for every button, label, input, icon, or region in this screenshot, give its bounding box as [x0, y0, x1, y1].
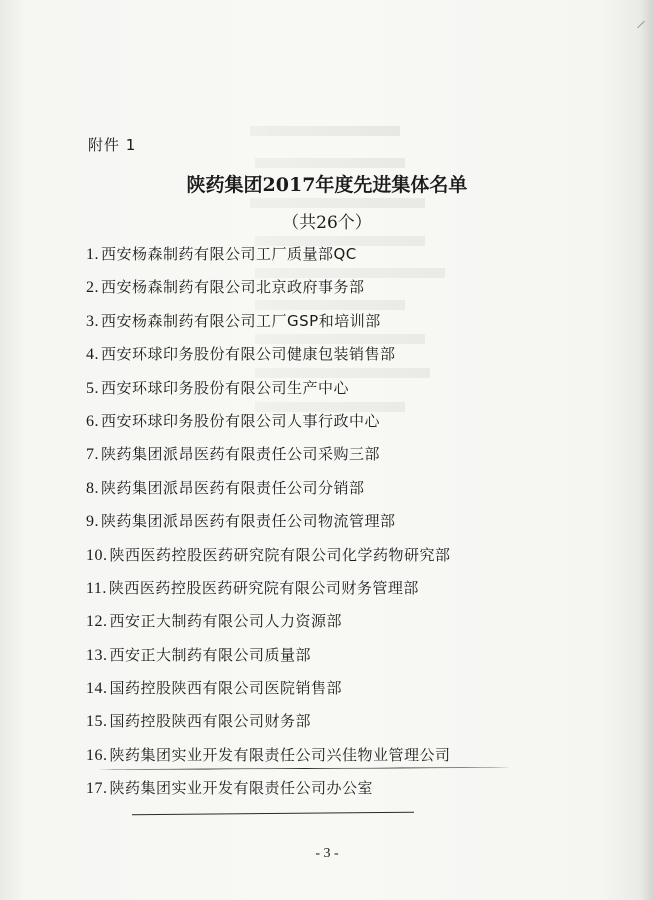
item-number: 8.: [86, 479, 99, 497]
list-item: [86, 405, 451, 438]
item-text: 陕药集团派昂医药有限责任公司分销部: [101, 478, 365, 497]
list-item: [86, 672, 451, 705]
item-text: 陕药集团实业开发有限责任公司兴佳物业管理公司: [109, 745, 451, 764]
item-number: 10.: [86, 546, 108, 564]
item-number: 6.: [86, 412, 99, 430]
item-number: 14.: [86, 680, 108, 698]
list-item: [86, 238, 451, 271]
list-item: [86, 772, 451, 805]
list-item: [86, 705, 451, 738]
item-number: 9.: [86, 513, 99, 531]
list-item: [86, 605, 451, 638]
item-number: 12.: [86, 613, 108, 631]
item-text: 陕药集团派昂医药有限责任公司物流管理部: [101, 512, 396, 531]
item-text: 西安环球印务股份有限公司健康包装销售部: [101, 345, 396, 364]
list-item: [86, 271, 451, 304]
item-text: 西安环球印务股份有限公司人事行政中心: [101, 411, 381, 430]
item-text: 西安正大制药有限公司人力资源部: [109, 612, 343, 631]
item-text: 陕药集团实业开发有限责任公司办公室: [109, 779, 374, 798]
list-item: [86, 372, 451, 405]
list-item: [86, 505, 451, 538]
item-number: 2.: [86, 279, 99, 297]
item-text: 国药控股陕西有限公司财务部: [109, 712, 312, 731]
item-number: 11.: [86, 579, 107, 597]
list-item: [86, 539, 451, 572]
page-number: - 3 -: [315, 846, 339, 861]
item-text: 西安杨森制药有限公司工厂GSP和培训部: [101, 311, 381, 330]
handwritten-underline: [132, 812, 414, 815]
item-number: 1.: [86, 246, 99, 263]
list-item: [86, 639, 451, 672]
page-title: 陕药集团2017年度先进集体名单: [186, 174, 468, 196]
item-text: 陕药集团派昂医药有限责任公司采购三部: [101, 445, 381, 464]
bleed-through-mark: [250, 198, 425, 208]
item-number: 15.: [86, 713, 108, 731]
item-number: 4.: [86, 346, 99, 364]
item-number: 16.: [86, 746, 108, 764]
list-item: [86, 438, 451, 471]
attachment-label: 附件 1: [88, 136, 137, 154]
item-text: 西安杨森制药有限公司工厂质量部QC: [101, 245, 357, 263]
item-number: 5.: [86, 379, 99, 397]
collective-count: （共26个）: [282, 213, 372, 233]
bleed-through-mark: [250, 126, 400, 136]
collective-list: [86, 238, 451, 806]
item-number: 7.: [86, 446, 99, 464]
item-text: 西安环球印务股份有限公司生产中心: [101, 378, 350, 397]
item-text: 西安杨森制药有限公司北京政府事务部: [101, 278, 365, 297]
list-item: [86, 305, 451, 338]
item-text: 西安正大制药有限公司质量部: [109, 645, 312, 664]
item-text: 陕西医药控股医药研究院有限公司财务管理部: [108, 578, 419, 597]
list-item: [86, 572, 451, 605]
bleed-through-mark: [255, 158, 405, 168]
item-number: 13.: [86, 646, 108, 664]
item-text: 陕西医药控股医药研究院有限公司化学药物研究部: [109, 545, 451, 564]
list-item: [86, 338, 451, 371]
item-text: 国药控股陕西有限公司医院销售部: [109, 679, 343, 698]
item-number: 3.: [86, 312, 99, 330]
list-item: [86, 472, 451, 505]
scan-edge-shadow: [640, 0, 654, 900]
item-number: 17.: [86, 780, 108, 798]
